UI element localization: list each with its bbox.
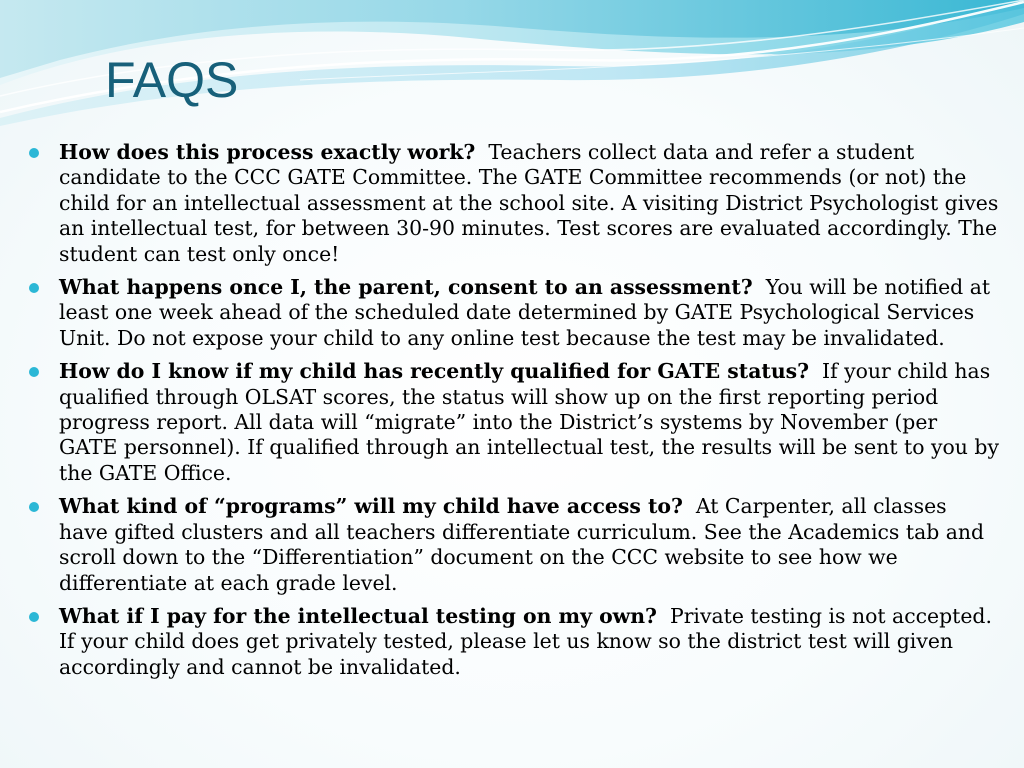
disc-bullet-icon — [29, 148, 39, 158]
disc-bullet-icon — [29, 612, 39, 622]
faq-question: How does this process exactly work? — [59, 140, 476, 164]
faq-item — [28, 494, 1000, 596]
faq-answer: Teachers collect data and refer a student candidate to the CCC GATE Committee. The GATE Committee recommends (or not) the child for an intellectual assessment at the school site. A visiting District Psychologist gives an intellectual test, for between 30-90 minutes. Test scores are evaluated accordingly. The student can test only once! — [59, 140, 999, 266]
faq-answer: At Carpenter, all classes have gifted clusters and all teachers differentiate curriculum. See the Academics tab and scroll down to the “Differentiation” document on the CCC website to see how we differentiate at each grade level. — [59, 494, 985, 595]
faq-question: What kind of “programs” will my child have access to? — [59, 494, 683, 519]
faq-item — [28, 604, 1000, 680]
faq-answer: You will be notified at least one week ahead of the scheduled date determined by GATE Psychological Services Unit. Do not expose your child to any online test because the test may be invalidated. — [59, 275, 991, 350]
faq-item — [28, 359, 1000, 486]
faq-answer: Private testing is not accepted. If your child does get privately tested, please let us know so the district test will given accordingly and cannot be invalidated. — [59, 603, 992, 679]
faq-list — [28, 140, 1000, 688]
faq-answer: If your child has qualified through OLSAT scores, the status will show up on the first reporting period progress report. All data will “migrate” into the District’s systems by November (per GATE personnel). If qualified through an intellectual test, the results will be sent to you by the GATE Office. — [59, 359, 999, 485]
faq-item — [28, 140, 1000, 267]
disc-bullet-icon — [29, 502, 39, 512]
disc-bullet-icon — [29, 283, 39, 293]
faq-question: How do I know if my child has recently qualified for GATE status? — [59, 359, 810, 384]
faq-question: What if I pay for the intellectual testing on my own? — [59, 603, 657, 628]
faq-item — [28, 275, 1000, 351]
page-title: FAQS — [105, 52, 239, 108]
disc-bullet-icon — [29, 367, 39, 377]
faq-question: What happens once I, the parent, consent to an assessment? — [59, 275, 753, 300]
